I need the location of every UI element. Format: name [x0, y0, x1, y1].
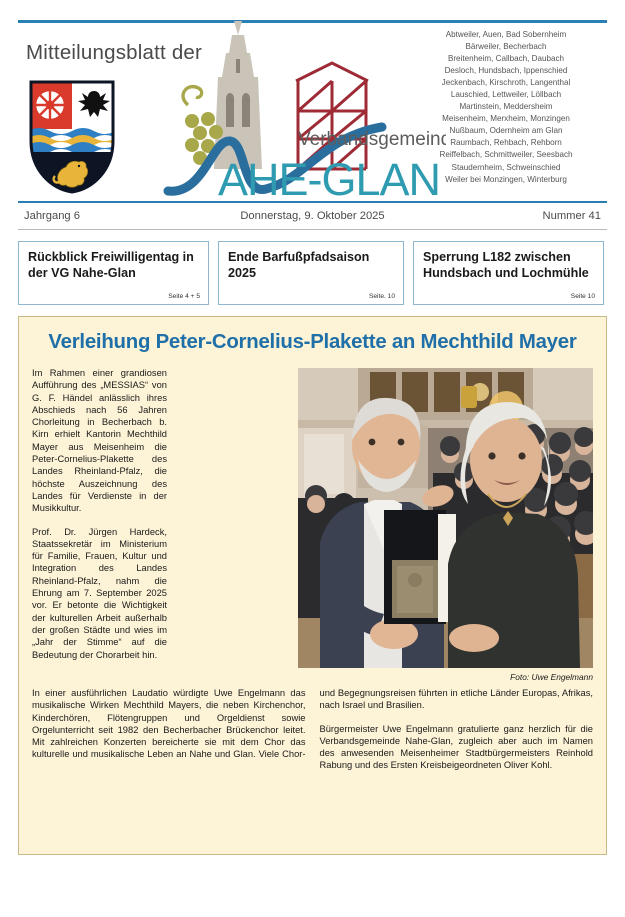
logo-wordmark-text: AHE-GLAN — [218, 154, 441, 201]
municipality-line: Martinstein, Meddersheim — [459, 102, 553, 112]
article-photo — [298, 368, 593, 668]
municipality-line: Weiler bei Monzingen, Winterburg — [445, 174, 567, 184]
issue-date-label: Donnerstag, 9. Oktober 2025 — [240, 210, 385, 222]
logo-subtitle-text: Verbandsgemeinde — [298, 129, 446, 150]
teaser-title: Sperrung L182 zwischen Hundsbach und Lochmühle — [423, 250, 589, 280]
teaser-page-ref: Seite. 10 — [368, 293, 395, 300]
teaser-card[interactable] — [413, 241, 604, 305]
article-paragraph: Im Rahmen einer grandiosen Aufführung des „MESSIAS“ von G. F. Händel anlässlich ihres Abschieds nach 56 Jahren Chorleitung in Becherbach b. Kirn erhielt Kantorin Mechthild Mayer aus Meisenheim die Peter-Cornelius-Plakette des Landes Rheinland-Pfalz, die höchste Auszeichnung des Landes für Verdienste in der Musikkultur. — [32, 368, 167, 514]
issue-info-bar — [18, 201, 607, 230]
teaser-title: Ende Barfußpfadsaison 2025 — [228, 250, 370, 280]
teaser-row — [18, 241, 607, 305]
article-body-columns — [32, 687, 593, 772]
municipality-line: Lauschied, Lettweiler, Löllbach — [450, 90, 562, 100]
article-paragraph: Bürgermeister Uwe Engelmann gratulierte ganz herzlich für die Verbandsgemeinde Nahe-Glan, zugleich aber auch im Namen des anwesenden Meisenheimer Stadtbürgermeisters Reinhold Rabung und des Ersten Kreisbeigeordneten Oliver Kohl. — [319, 723, 593, 771]
masthead — [18, 20, 607, 201]
teaser-card[interactable] — [18, 241, 209, 305]
nahe-glan-logo-icon — [146, 19, 446, 201]
municipality-line: Abtweiler, Auen, Bad Sobernheim — [445, 30, 567, 39]
municipality-line: Reiffelbach, Schmittweiler, Seesbach — [439, 150, 573, 160]
municipality-line: Meisenheim, Merxheim, Monzingen — [442, 114, 570, 124]
municipality-line: Staudernheim, Schweinschied — [451, 162, 561, 172]
municipality-line: Nußbaum, Odernheim am Glan — [449, 126, 563, 136]
award-ceremony-photo-illustration — [298, 368, 593, 668]
teaser-page-ref: Seite 10 — [570, 293, 595, 300]
municipality-line: Raumbach, Rehbach, Rehborn — [450, 138, 562, 148]
municipality-line: Bärweiler, Becherbach — [465, 42, 547, 52]
article-headline: Verleihung Peter-Cornelius-Plakette an Mechthild Mayer — [48, 331, 577, 353]
masthead-title: Mitteilungsblatt der — [26, 41, 203, 64]
municipality-line: Jeckenbach, Kirschroth, Langenthal — [441, 78, 571, 88]
photo-caption: Foto: Uwe Engelmann — [510, 672, 593, 682]
article-paragraph: In einer ausführlichen Laudatio würdigte Uwe Engelmann das musikalische Wirken Mechthild Mayers, die neben Kirchenchor, Kinderchören, Flötengruppen und Orgeldienst sowie Orgelunterricht seit 1982 den Becherbacher Brückenchor leitet. Mit zahlreichen Konzerten bereicherte sie mit dem Chor das kulturelle und musikalische Leben an Nahe und Glan. Viele Chor- und Begegnungsreisen führten in etliche Länder Europas, Afrikas, nach Israel und Brasilien. — [32, 688, 593, 760]
teaser-card[interactable] — [218, 241, 404, 305]
vg-logo — [146, 19, 446, 201]
newspaper-front-page — [0, 20, 625, 917]
teaser-page-ref: Seite 4 + 5 — [168, 293, 200, 300]
volume-label: Jahrgang 6 — [24, 210, 80, 222]
article-photo-block — [298, 368, 593, 682]
municipality-line: Desloch, Hundsbach, Ippenschied — [444, 66, 568, 76]
issue-number-label: Nummer 41 — [542, 210, 601, 222]
article-intro-column — [32, 367, 167, 661]
lead-article — [18, 316, 607, 855]
coat-of-arms-icon — [28, 79, 116, 195]
article-paragraph: Prof. Dr. Jürgen Hardeck, Staatssekretär im Ministerium für Familie, Frauen, Kultur und Integration des Landes Rheinland-Pfalz, nahm die Ehrung am 7. September 2025 vor. Er betonte die Wichtigkeit der kulturellen Arbeit außerhalb der großen Städte und wies im „Jahr der Stimme“ auf die Bedeutung der Chorarbeit hin. — [32, 526, 167, 660]
municipality-list — [407, 29, 605, 186]
teaser-title: Rückblick Freiwilligentag in der VG Nahe-Glan — [28, 250, 194, 280]
municipality-line: Breitenheim, Callbach, Daubach — [447, 54, 565, 64]
coat-of-arms — [28, 79, 116, 195]
